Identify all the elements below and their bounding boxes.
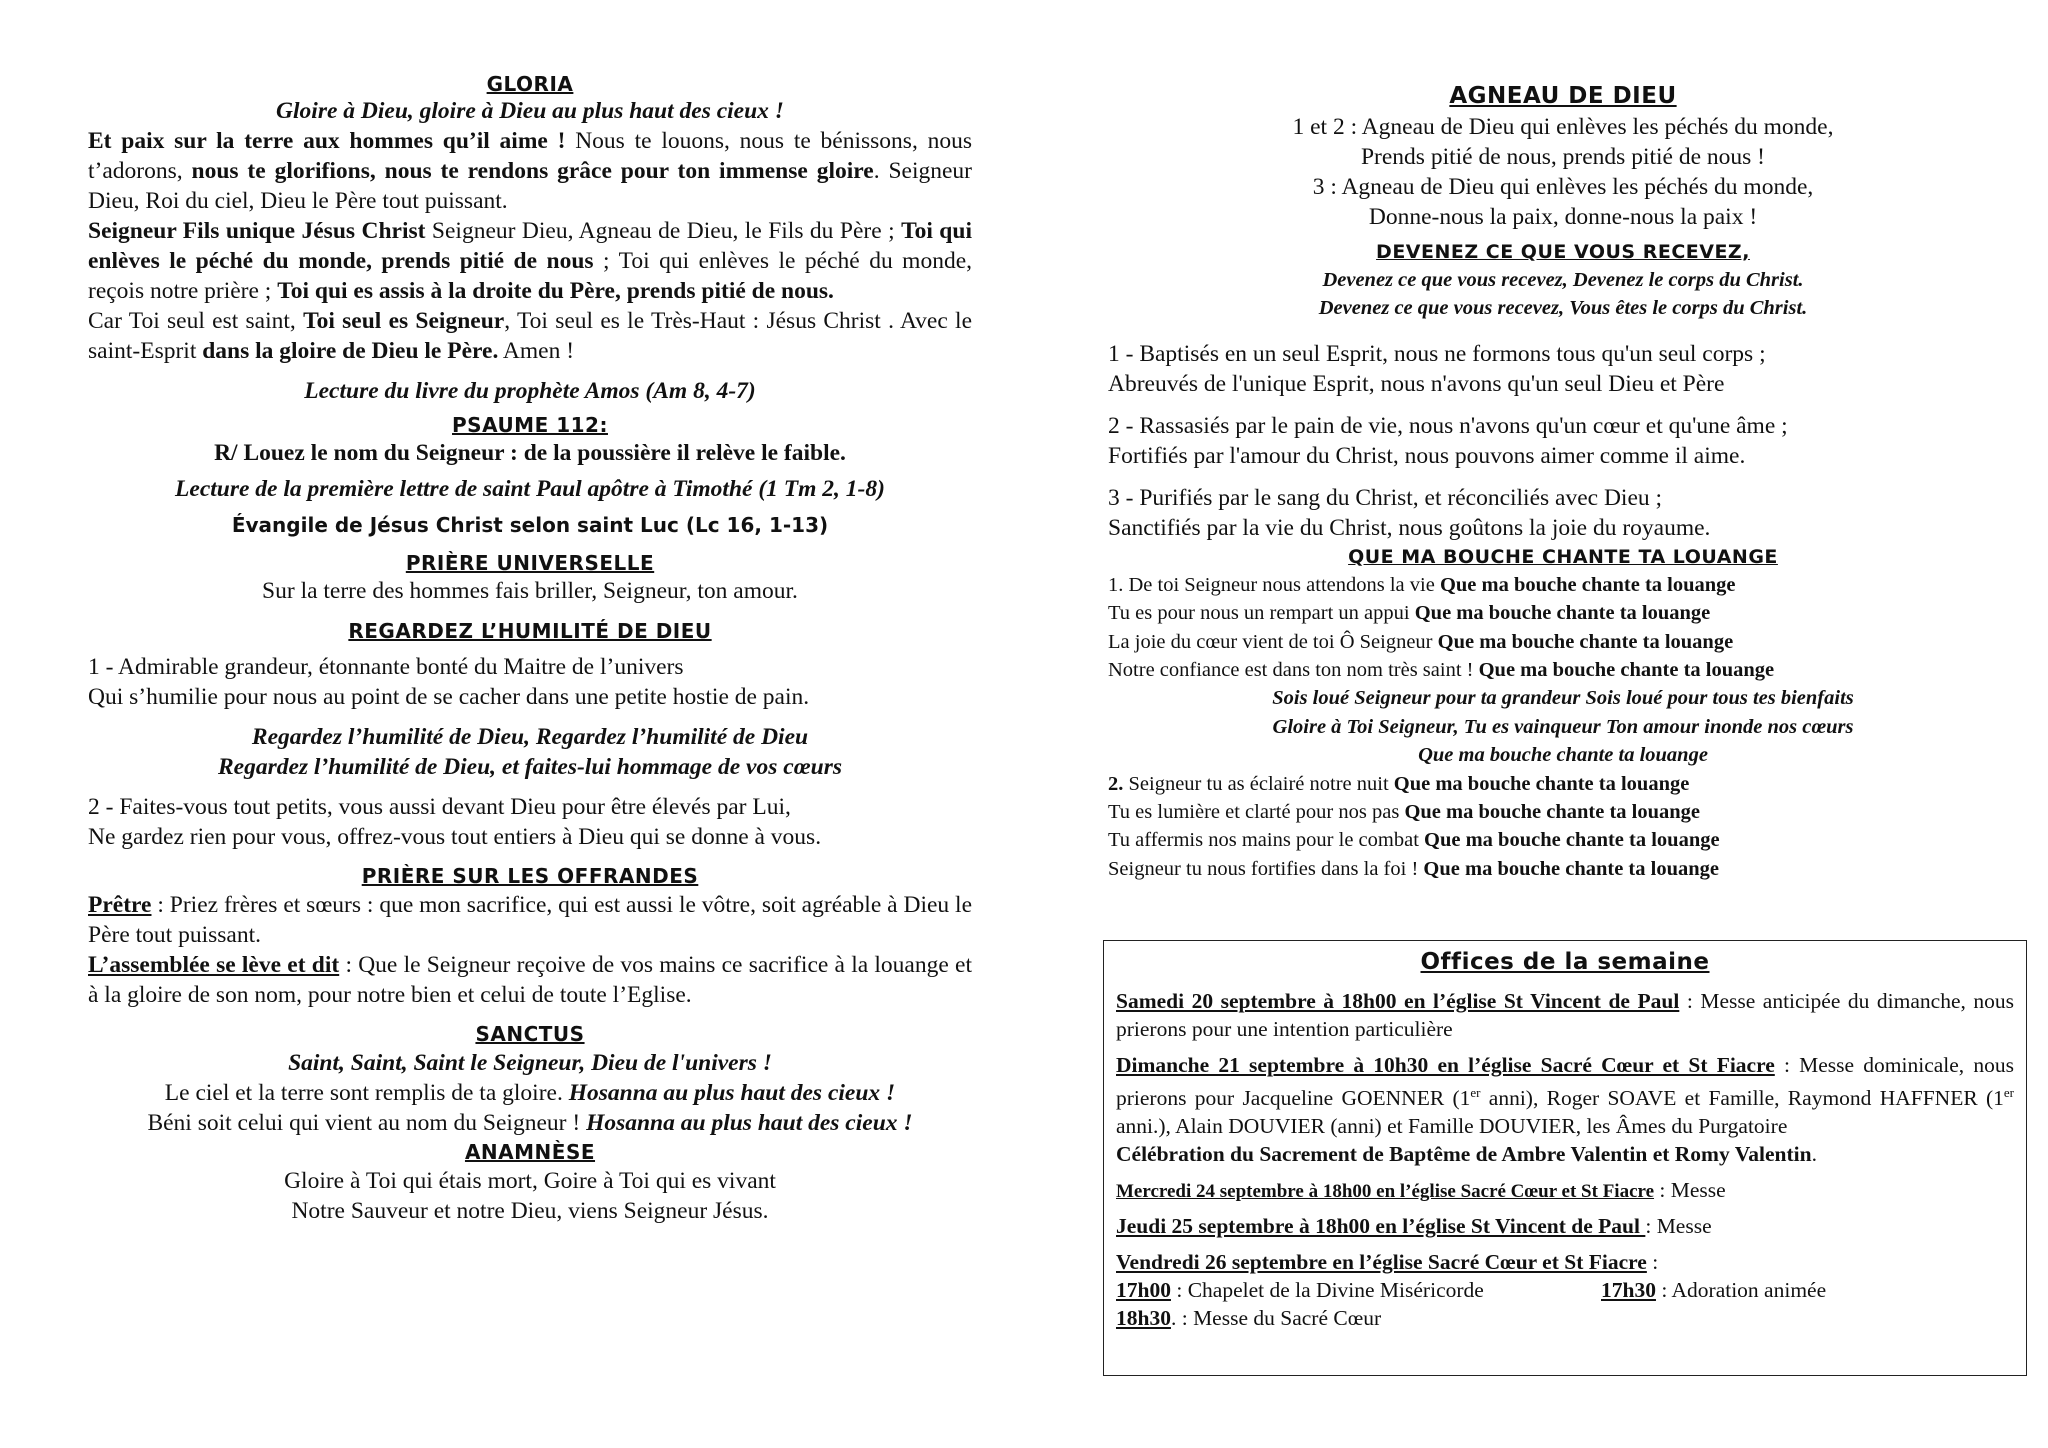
devenez-verse1-b: Abreuvés de l'unique Esprit, nous n'avons qu'un seul Dieu et Père: [1108, 370, 1725, 397]
devenez-title: DEVENEZ CE QUE VOUS RECEVEZ,: [1376, 241, 1750, 263]
office-time-1-text: : Chapelet de la Divine Miséricorde: [1170, 1278, 1484, 1303]
agneau-title: AGNEAU DE DIEU: [1449, 83, 1677, 109]
gloria-p3-text-2: , Toi seul es le Très-Haut : Jésus Christ . Avec le saint-Esprit: [88, 308, 973, 364]
office-time-1-hour: 17h00: [1116, 1278, 1171, 1303]
gloria-p1-text-1: Nous te louons, nous te bénissons, nous t’adorons,: [88, 128, 972, 184]
louange-refrain: Que ma bouche chante ta louange: [1404, 801, 1700, 824]
louange-chorus-line1: Sois loué Seigneur pour ta grandeur Sois loué pour tous tes bienfaits: [1272, 687, 1854, 710]
assemblee-label: L’assemblée se lève et dit: [88, 952, 340, 978]
gloria-p3-bold-1: Toi seul es Seigneur: [303, 308, 505, 334]
office-jeudi-head: Jeudi 25 septembre à 18h00 en l’église St Vincent de Paul: [1116, 1214, 1646, 1239]
offices-box: [1103, 940, 2027, 1376]
priere-universelle-title: PRIÈRE UNIVERSELLE: [405, 551, 655, 575]
office-time-2-text: : Adoration animée: [1655, 1278, 1827, 1303]
office-jeudi: [1116, 1212, 2014, 1240]
louange-c2-line3: [1108, 826, 2018, 854]
louange-refrain: Que ma bouche chante ta louange: [1393, 772, 1690, 795]
left-column: [88, 72, 972, 1226]
office-mercredi: [1116, 1176, 2014, 1206]
office-vendredi-head: Vendredi 26 septembre en l’église Sacré Cœur et St Fiacre: [1116, 1250, 1647, 1275]
offrandes-pretre: [88, 890, 972, 950]
gloria-p2-bold-3: Toi qui es assis à la droite du Père, prends pitié de nous.: [277, 278, 834, 304]
louange-c1-text4: Notre confiance est dans ton nom très saint !: [1108, 659, 1479, 682]
devenez-verse1-a: 1 - Baptisés en un seul Esprit, nous ne formons tous qu'un seul corps ;: [1108, 340, 1766, 367]
regardez-refrain-line2: Regardez l’humilité de Dieu, et faites-lui hommage de vos cœurs: [217, 754, 843, 780]
office-time-2-hour: 17h30: [1601, 1278, 1656, 1303]
louange-c1-text2: Tu es pour nous un rempart un appui: [1108, 602, 1415, 625]
regardez-verse1-line1: 1 - Admirable grandeur, étonnante bonté du Maitre de l’univers: [88, 654, 684, 680]
office-dimanche-text3: anni.), Alain DOUVIER (anni) et Famille DOUVIER, les Âmes du Purgatoire: [1116, 1114, 1788, 1139]
pretre-text: : Priez frères et sœurs : que mon sacrifice, qui est aussi le vôtre, soit agréable à Dieu le Père tout puissant.: [88, 892, 972, 948]
office-jeudi-text: : Messe: [1645, 1214, 1712, 1239]
office-time-3-hour: 18h30: [1116, 1306, 1171, 1331]
office-mercredi-head: Mercredi 24 septembre à 18h00 en l’église Sacré Cœur et St Fiacre: [1116, 1181, 1655, 1203]
louange-c1-line2: [1108, 599, 2018, 627]
sanctus-title: SANCTUS: [475, 1022, 585, 1046]
louange-c2-text1: Seigneur tu as éclairé notre nuit: [1123, 772, 1394, 795]
regardez-verse1-line2: Qui s’humilie pour nous au point de se cacher dans une petite hostie de pain.: [88, 684, 810, 710]
louange-title: QUE MA BOUCHE CHANTE TA LOUANGE: [1348, 545, 1778, 568]
right-column: [1108, 80, 2018, 883]
office-dimanche-sup1: er: [1470, 1085, 1481, 1100]
devenez-verse2-b: Fortifiés par l'amour du Christ, nous pouvons aimer comme il aime.: [1108, 442, 1746, 469]
office-dimanche-text1: : Messe dominicale, nous prierons pour Jacqueline GOENNER (1: [1116, 1053, 2014, 1111]
gloria-p3-text-3: Amen !: [498, 338, 575, 364]
reading-timothee: Lecture de la première lettre de saint Paul apôtre à Timothé (1 Tm 2, 1-8): [175, 476, 885, 502]
sanctus-line2-hosanna: Hosanna au plus haut des cieux !: [568, 1080, 896, 1106]
office-bapteme-text: Célébration du Sacrement de Baptême de Ambre Valentin et Romy Valentin: [1116, 1142, 1812, 1167]
office-mercredi-text: : Messe: [1654, 1178, 1726, 1203]
office-vendredi-times: [1116, 1276, 2014, 1304]
anamnese-title: ANAMNÈSE: [464, 1140, 596, 1164]
louange-c2-text3: Tu affermis nos mains pour le combat: [1108, 829, 1425, 852]
gloria-p3-text-1: Car Toi seul est saint,: [88, 308, 304, 334]
office-time-2: [1601, 1276, 1826, 1304]
louange-c2-line4: [1108, 855, 2018, 883]
sanctus-line3-text: Béni soit celui qui vient au nom du Seigneur !: [147, 1110, 587, 1136]
office-dimanche-sup2: er: [2003, 1085, 2014, 1100]
office-bapteme-end: .: [1811, 1142, 1817, 1167]
sanctus-line3: [88, 1108, 972, 1138]
louange-refrain: Que ma bouche chante ta louange: [1414, 602, 1711, 625]
louange-c2-line2: [1108, 798, 2018, 826]
gloria-p3-bold-2: dans la gloire de Dieu le Père.: [202, 338, 499, 364]
gloria-p2-text-1: Seigneur Dieu, Agneau de Dieu, le Fils du Père ;: [425, 218, 902, 244]
regardez-verse2-line1: 2 - Faites-vous tout petits, vous aussi devant Dieu pour être élevés par Lui,: [88, 794, 791, 820]
devenez-verse3-b: Sanctifiés par la vie du Christ, nous goûtons la joie du royaume.: [1108, 514, 1711, 541]
gloria-title: GLORIA: [486, 72, 574, 96]
agneau-line4: Donne-nous la paix, donne-nous la paix !: [1368, 204, 1758, 230]
office-time-3-text: . : Messe du Sacré Cœur: [1170, 1306, 1382, 1331]
louange-c2-number: 2.: [1108, 772, 1124, 795]
office-dimanche-text2: anni), Roger SOAVE et Famille, Raymond HAFFNER (1: [1480, 1086, 2004, 1111]
regardez-title: REGARDEZ L’HUMILITÉ DE DIEU: [348, 619, 712, 643]
gloria-refrain: Gloire à Dieu, gloire à Dieu au plus haut des cieux !: [276, 98, 784, 124]
louange-c2-text4: Seigneur tu nous fortifies dans la foi !: [1108, 857, 1424, 880]
offices-title: Offices de la semaine: [1420, 949, 1710, 975]
gloria-p1-bold-2: nous te glorifions, nous te rendons grâce pour ton immense gloire: [191, 158, 874, 184]
louange-refrain: Que ma bouche chante ta louange: [1423, 857, 1719, 880]
anamnese-line2: Notre Sauveur et notre Dieu, viens Seigneur Jésus.: [291, 1198, 769, 1224]
assemblee-text: : Que le Seigneur reçoive de vos mains ce sacrifice à la louange et à la gloire de son nom, pour notre bien et celui de toute l’Eglise.: [88, 952, 972, 1008]
offrandes-title: PRIÈRE SUR LES OFFRANDES: [361, 864, 699, 888]
agneau-line2: Prends pitié de nous, prends pitié de nous !: [1360, 144, 1765, 170]
devenez-refrain-2: Devenez ce que vous recevez, Vous êtes le corps du Christ.: [1318, 297, 1808, 320]
gloria-paragraph-1: [88, 126, 972, 216]
louange-refrain: Que ma bouche chante ta louange: [1437, 630, 1734, 653]
anamnese-line1: Gloire à Toi qui étais mort, Goire à Toi qui es vivant: [284, 1168, 776, 1194]
gloria-p2-bold-2: Toi qui enlèves le péché du monde, prends pitié de nous: [88, 218, 972, 274]
louange-c1-line4: [1108, 656, 2018, 684]
regardez-verse2-line2: Ne gardez rien pour vous, offrez-vous tout entiers à Dieu qui se donne à vous.: [88, 824, 822, 850]
office-time-3: [1116, 1304, 2014, 1332]
priere-universelle-text: Sur la terre des hommes fais briller, Seigneur, ton amour.: [262, 578, 798, 604]
louange-refrain: Que ma bouche chante ta louange: [1478, 659, 1775, 682]
gloria-p1-text-2: . Seigneur Dieu, Roi du ciel, Dieu le Père tout puissant.: [88, 158, 972, 214]
louange-c2-text2: Tu es lumière et clarté pour nos pas: [1108, 801, 1405, 824]
gloria-paragraph-3: [88, 306, 972, 366]
louange-c1-line1: [1108, 571, 2018, 599]
louange-c2-line1: [1108, 770, 2018, 798]
office-dimanche: [1116, 1051, 2014, 1140]
office-samedi: [1116, 987, 2014, 1043]
louange-c1-text1: 1. De toi Seigneur nous attendons la vie: [1108, 573, 1440, 596]
psalm-title: PSAUME 112:: [452, 413, 608, 437]
sanctus-line1: Saint, Saint, Saint le Seigneur, Dieu de l'univers !: [288, 1050, 772, 1076]
louange-refrain: Que ma bouche chante ta louange: [1439, 573, 1736, 596]
office-time-1: [1116, 1276, 1601, 1304]
sanctus-line3-hosanna: Hosanna au plus haut des cieux !: [586, 1110, 913, 1136]
pretre-label: Prêtre: [88, 892, 152, 918]
offrandes-assemblee: [88, 950, 972, 1010]
office-vendredi-text: :: [1646, 1250, 1659, 1275]
agneau-line3: 3 : Agneau de Dieu qui enlèves les péchés du monde,: [1312, 174, 1814, 200]
devenez-verse2-a: 2 - Rassasiés par le pain de vie, nous n'avons qu'un cœur et qu'une âme ;: [1108, 412, 1788, 439]
louange-c1-line3: [1108, 628, 2018, 656]
louange-chorus-line2: Gloire à Toi Seigneur, Tu es vainqueur Ton amour inonde nos cœurs: [1272, 715, 1854, 738]
gloria-p1-bold-1: Et paix sur la terre aux hommes qu’il aime !: [88, 128, 566, 154]
office-dimanche-head: Dimanche 21 septembre à 10h30 en l’église Sacré Cœur et St Fiacre: [1116, 1053, 1775, 1077]
louange-refrain: Que ma bouche chante ta louange: [1424, 829, 1720, 852]
office-samedi-text: : Messe anticipée du dimanche, nous prierons pour une intention particulière: [1116, 989, 2014, 1041]
gloria-p2-text-2: ; Toi qui enlèves le péché du monde, reçois notre prière ;: [88, 248, 972, 304]
louange-c1-text3: La joie du cœur vient de toi Ô Seigneur: [1108, 630, 1438, 653]
office-vendredi: [1116, 1248, 2014, 1276]
sanctus-line2-text: Le ciel et la terre sont remplis de ta gloire.: [164, 1080, 569, 1106]
office-samedi-head: Samedi 20 septembre à 18h00 en l’église St Vincent de Paul: [1116, 989, 1680, 1013]
sanctus-line2: [88, 1078, 972, 1108]
agneau-line1: 1 et 2 : Agneau de Dieu qui enlèves les péchés du monde,: [1292, 114, 1834, 140]
louange-chorus-line3: Que ma bouche chante ta louange: [1418, 744, 1708, 767]
reading-amos: Lecture du livre du prophète Amos (Am 8, 4-7): [304, 378, 756, 404]
devenez-refrain-1: Devenez ce que vous recevez, Devenez le corps du Christ.: [1322, 269, 1804, 291]
office-bapteme: [1116, 1140, 2014, 1168]
devenez-verse3-a: 3 - Purifiés par le sang du Christ, et réconciliés avec Dieu ;: [1108, 484, 1663, 511]
gospel-reference: Évangile de Jésus Christ selon saint Luc (Lc 16, 1-13): [231, 513, 829, 537]
gloria-paragraph-2: [88, 216, 972, 306]
regardez-refrain-line1: Regardez l’humilité de Dieu, Regardez l’humilité de Dieu: [251, 724, 809, 750]
gloria-p2-bold-1: Seigneur Fils unique Jésus Christ: [88, 218, 426, 244]
psalm-response: R/ Louez le nom du Seigneur : de la poussière il relève le faible.: [214, 440, 846, 466]
